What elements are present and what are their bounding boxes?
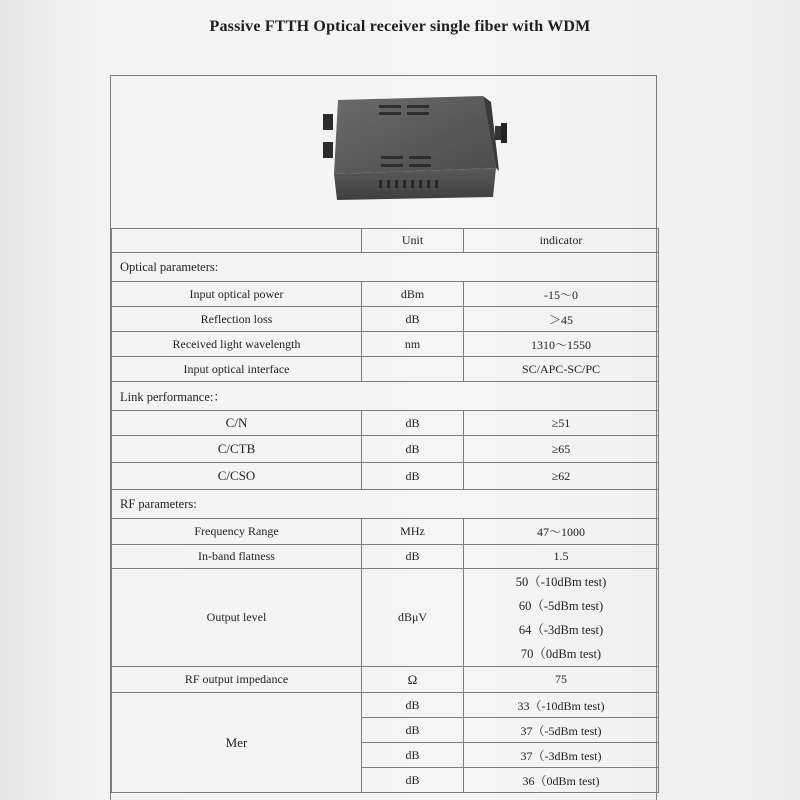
output-level-value: 60（-5dBm test) (518, 598, 604, 613)
document-title: Passive FTTH Optical receiver single fiber with WDM (209, 18, 591, 35)
output-level-unit-cell: dBμV (362, 569, 464, 667)
indicator-cell: 1.5 (464, 545, 659, 569)
param-cell: C/CTB (112, 436, 362, 463)
indicator-cell: 75 (464, 667, 659, 693)
table-row (112, 436, 659, 463)
table-row (112, 357, 659, 382)
table-row (112, 519, 659, 545)
unit-cell: dB (362, 307, 464, 332)
param-cell: Frequency Range (112, 519, 362, 545)
output-level-value: 50（-10dBm test) (515, 574, 607, 589)
indicator-cell: 47～1000 (464, 519, 659, 545)
spec-table (111, 228, 659, 793)
unit-cell: dB (362, 693, 464, 718)
table-row (112, 545, 659, 569)
unit-cell: MHz (362, 519, 464, 545)
unit-cell: dB (362, 768, 464, 793)
output-level-row (112, 569, 659, 667)
indicator-cell: ≥62 (464, 463, 659, 490)
unit-cell: Ω (362, 667, 464, 693)
indicator-cell: SC/APC-SC/PC (464, 357, 659, 382)
section-link-performance: Link performance:： (112, 382, 659, 411)
unit-cell: nm (362, 332, 464, 357)
mer-row (112, 693, 659, 718)
optical-receiver-device-photo (111, 76, 658, 228)
product-photo-area (111, 76, 656, 228)
header-indicator-cell: indicator (464, 229, 659, 253)
unit-cell: dB (362, 436, 464, 463)
indicator-cell: ≥51 (464, 411, 659, 436)
mer-param-cell: Mer (112, 693, 362, 793)
spec-sheet (110, 75, 657, 800)
section-optical-parameters: Optical parameters: (112, 253, 659, 282)
table-row (112, 332, 659, 357)
section-rf-parameters: RF parameters: (112, 490, 659, 519)
indicator-cell: ＞45 (464, 307, 659, 332)
header-param-cell (112, 229, 362, 253)
unit-cell: dBm (362, 282, 464, 307)
indicator-cell: 37（-5dBm test) (464, 718, 659, 743)
param-cell: C/CSO (112, 463, 362, 490)
unit-cell: dB (362, 463, 464, 490)
unit-cell (362, 357, 464, 382)
table-row (112, 282, 659, 307)
output-level-param-cell: Output level (112, 569, 362, 667)
indicator-cell: ≥65 (464, 436, 659, 463)
table-row (112, 411, 659, 436)
unit-cell: dB (362, 743, 464, 768)
table-row (112, 463, 659, 490)
indicator-cell: 37（-3dBm test) (464, 743, 659, 768)
table-header-row (112, 229, 659, 253)
header-unit-cell: Unit (362, 229, 464, 253)
output-level-value: 70（0dBm test) (520, 646, 602, 661)
table-row (112, 307, 659, 332)
param-cell: Received light wavelength (112, 332, 362, 357)
unit-cell: dB (362, 411, 464, 436)
indicator-cell: 36（0dBm test) (464, 768, 659, 793)
indicator-cell: 1310～1550 (464, 332, 659, 357)
param-cell: Input optical interface (112, 357, 362, 382)
output-level-values-cell (464, 569, 659, 667)
indicator-cell: -15～0 (464, 282, 659, 307)
indicator-cell: 33（-10dBm test) (464, 693, 659, 718)
param-cell: RF output impedance (112, 667, 362, 693)
param-cell: Reflection loss (112, 307, 362, 332)
param-cell: C/N (112, 411, 362, 436)
output-level-value: 64（-3dBm test) (518, 622, 604, 637)
table-row (112, 667, 659, 693)
unit-cell: dB (362, 545, 464, 569)
param-cell: Input optical power (112, 282, 362, 307)
unit-cell: dB (362, 718, 464, 743)
param-cell: In-band flatness (112, 545, 362, 569)
